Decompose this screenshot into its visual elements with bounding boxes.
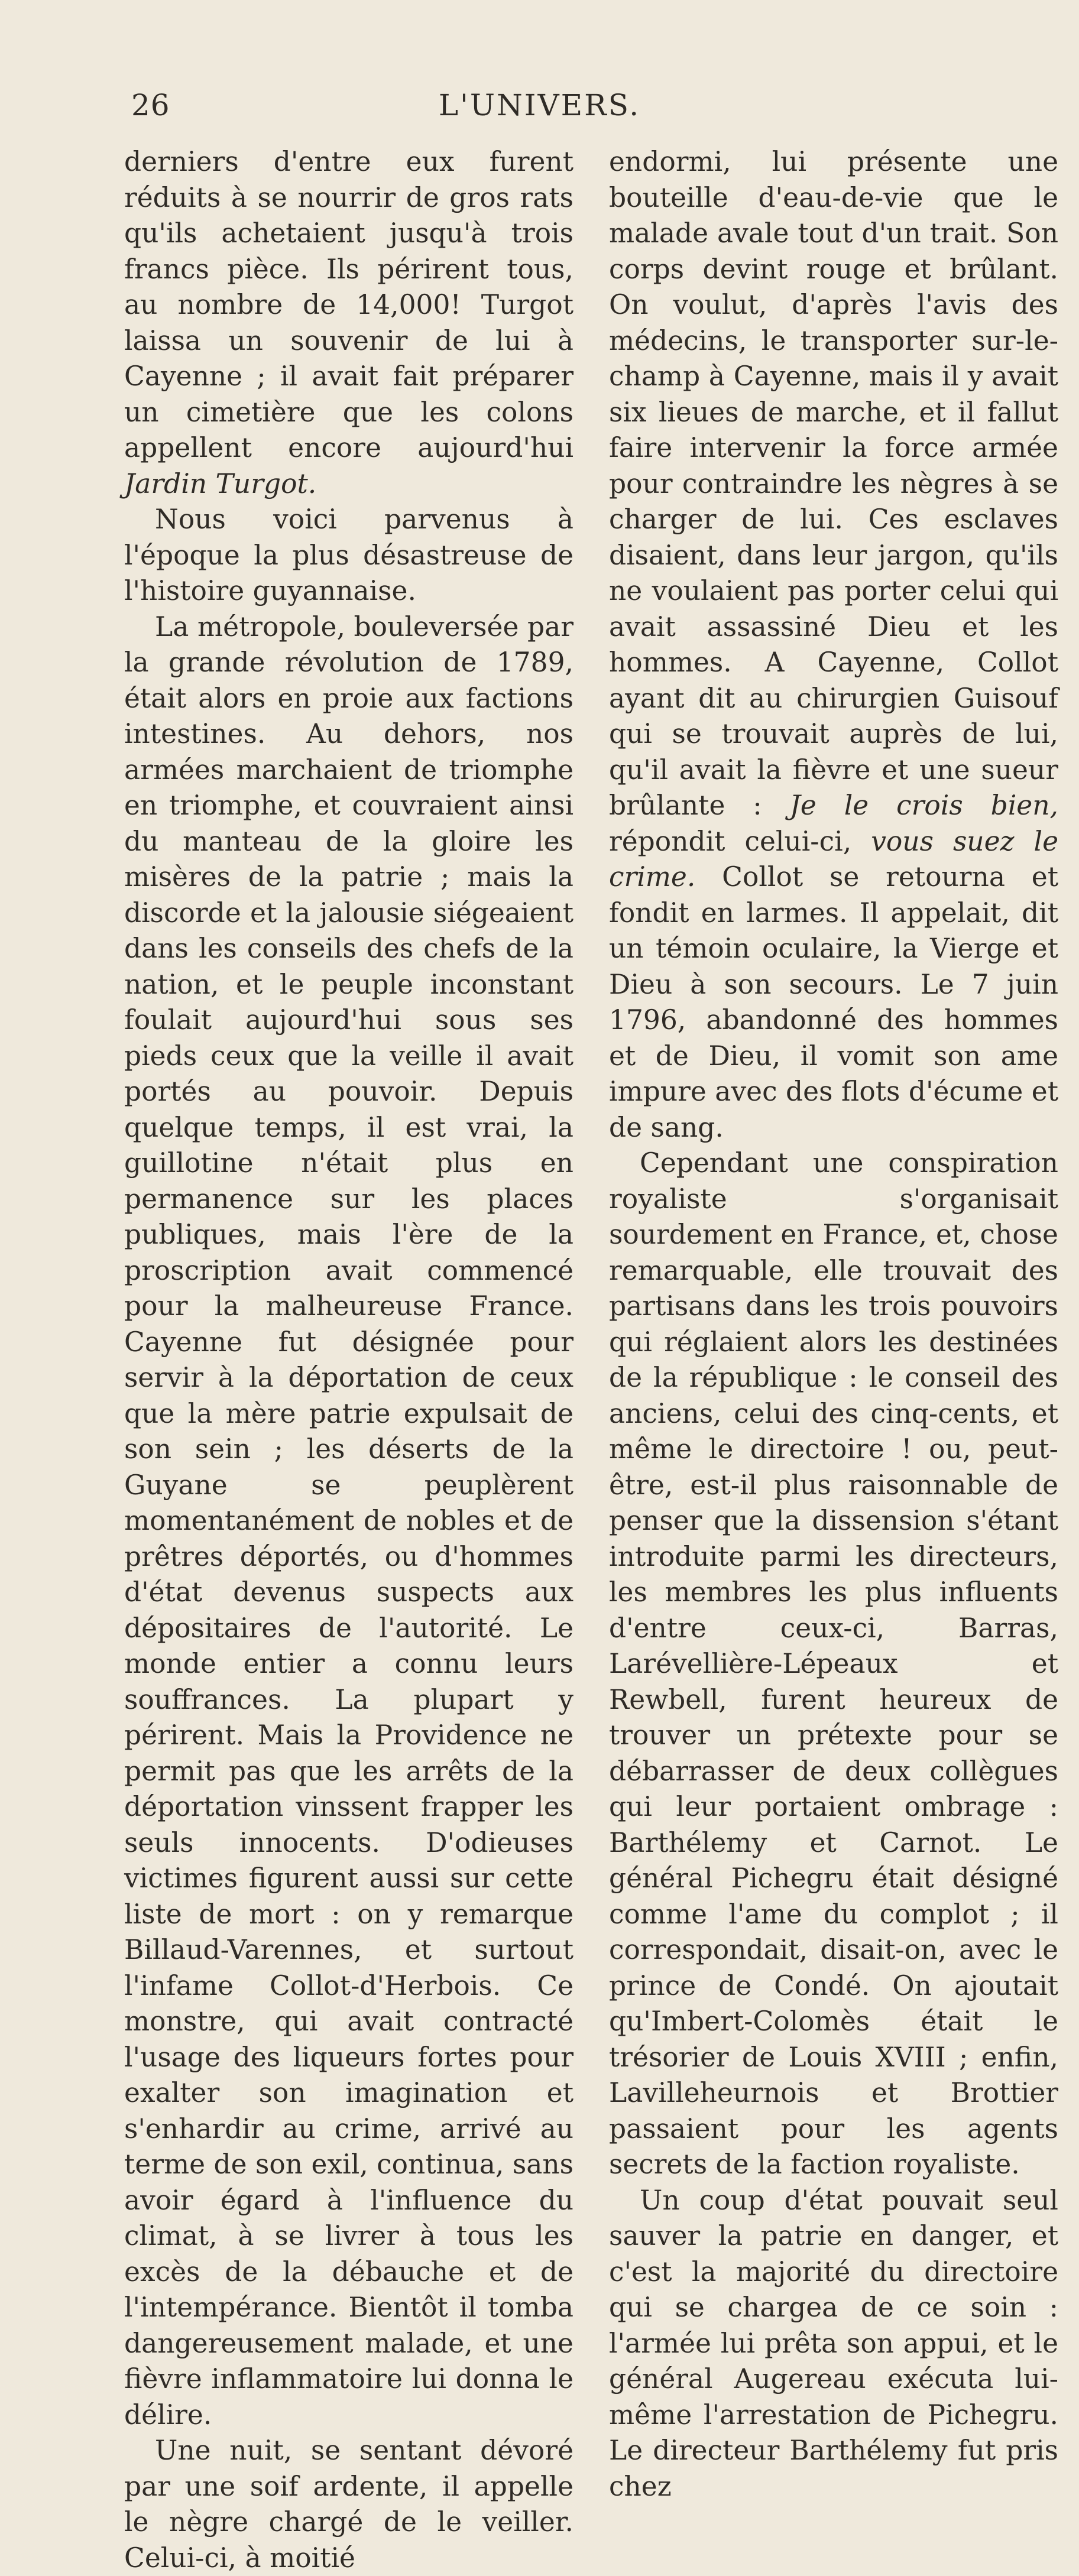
paragraph-text: derniers d'entre eux furent réduits à se nourrir de gros rats qu'ils achetaient jusqu'à trois francs pièce. Ils périrent tous, au nombre de 14,000! Turgot laissa un souvenir de lui à Cayenne ; il avait fait préparer un cimetière que les colons appellent encore aujourd'hui bbox=[124, 146, 573, 463]
paragraph-text: endormi, lui présente une bouteille d'eau-de-vie que le malade avale tout d'un trait. Son corps devint rouge et brûlant. On voulut, d'après l'avis des médecins, le transporter sur-le-champ à Cayenne, mais il y avait six lieues de marche, et il fallut faire intervenir la force armée pour contraindre les nègres à se charger de lui. Ces esclaves disaient, dans leur jargon, qu'ils ne voulaient pas porter celui qui avait assassiné Dieu et les hommes. A Cayenne, Collot ayant dit au chirurgien Guisouf qui se trouvait auprès de lui, qu'il avait la fièvre et une sueur brûlante : bbox=[609, 146, 1058, 821]
paragraph: Un coup d'état pouvait seul sauver la patrie en danger, et c'est la majorité du directoire qui se chargea de ce soin : l'armée lui prêta son appui, et le général Augereau exécuta lui-même l'arrestation de Pichegru. Le directeur Barthélemy fut pris chez bbox=[609, 2184, 1058, 2502]
paragraph: Une nuit, se sentant dévoré par une soif ardente, il appelle le nègre chargé de le veiller. Celui-ci, à moitié bbox=[124, 2435, 573, 2574]
paragraph-text: Collot se retourna et fondit en larmes. Il appelait, dit un témoin oculaire, la Vierge et Dieu à son secours. Le 7 juin 1796, abandonné des hommes et de Dieu, il vomit son ame impure avec des flots d'écume et de sang. bbox=[609, 861, 1058, 1143]
left-column bbox=[124, 144, 573, 2576]
italic-text: vous suez le crime. bbox=[609, 825, 1058, 893]
paragraph-text: répondit celui-ci, bbox=[609, 825, 871, 857]
paragraph bbox=[124, 144, 573, 502]
paragraph: Cependant une conspiration royaliste s'organisait sourdement en France, et, chose remarquable, elle trouvait des partisans dans les trois pouvoirs qui réglaient alors les destinées de la république : le conseil des anciens, celui des cinq-cents, et même le directoire ! ou, peut-être, est-il plus raisonnable de penser que la dissension s'étant introduite parmi les directeurs, les membres les plus influents d'entre ceux-ci, Barras, Larévellière-Lépeaux et Rewbell, furent heureux de trouver un prétexte pour se débarrasser de deux collègues qui leur portaient ombrage : Barthélemy et Carnot. Le général Pichegru était désigné comme l'ame du complot ; il correspondait, disait-on, avec le prince de Condé. On ajoutait qu'Imbert-Colomès était le trésorier de Louis XVIII ; enfin, Lavilleheurnois et Brottier passaient pour les agents secrets de la faction royaliste. bbox=[609, 1147, 1058, 2180]
paragraph: La métropole, bouleversée par la grande révolution de 1789, était alors en proie aux factions intestines. Au dehors, nos armées marchaient de triomphe en triomphe, et couvraient ainsi du manteau de la gloire les misères de la patrie ; mais la discorde et la jalousie siégeaient dans les conseils des chefs de la nation, et le peuple inconstant foulait aujourd'hui sous ses pieds ceux que la veille il avait portés au pouvoir. Depuis quelque temps, il est vrai, la guillotine n'était plus en permanence sur les places publiques, mais l'ère de la proscription avait commencé pour la malheureuse France. Cayenne fut désignée pour servir à la déportation de ceux que la mère patrie expulsait de son sein ; les déserts de la Guyane se peuplèrent momentanément de nobles et de prêtres déportés, ou d'hommes d'état devenus suspects aux dépositaires de l'autorité. Le monde entier a connu leurs souffrances. La plupart y périrent. Mais la Providence ne permit pas que les arrêts de la déportation vinssent frapper les seuls innocents. D'odieuses victimes figurent aussi sur cette liste de mort : on y remarque Billaud-Varennes, et surtout l'infame Collot-d'Herbois. Ce monstre, qui avait contracté l'usage des liqueurs fortes pour exalter son imagination et s'enhardir au crime, arrivé au terme de son exil, continua, sans avoir égard à l'influence du climat, à se livrer à tous les excès de la débauche et de l'intempérance. Bientôt il tomba dangereusement malade, et une fièvre inflammatoire lui donna le délire. bbox=[124, 611, 573, 2431]
italic-text: Je le crois bien, bbox=[789, 790, 1058, 821]
italic-text: Jardin Turgot. bbox=[124, 468, 317, 499]
page-number: 26 bbox=[131, 88, 170, 122]
page-header bbox=[0, 0, 1079, 122]
paragraph bbox=[609, 144, 1058, 1146]
right-column bbox=[609, 144, 1058, 2504]
running-title: L'UNIVERS. bbox=[438, 88, 641, 122]
paragraph: Nous voici parvenus à l'époque la plus désastreuse de l'histoire guyannaise. bbox=[124, 504, 573, 606]
